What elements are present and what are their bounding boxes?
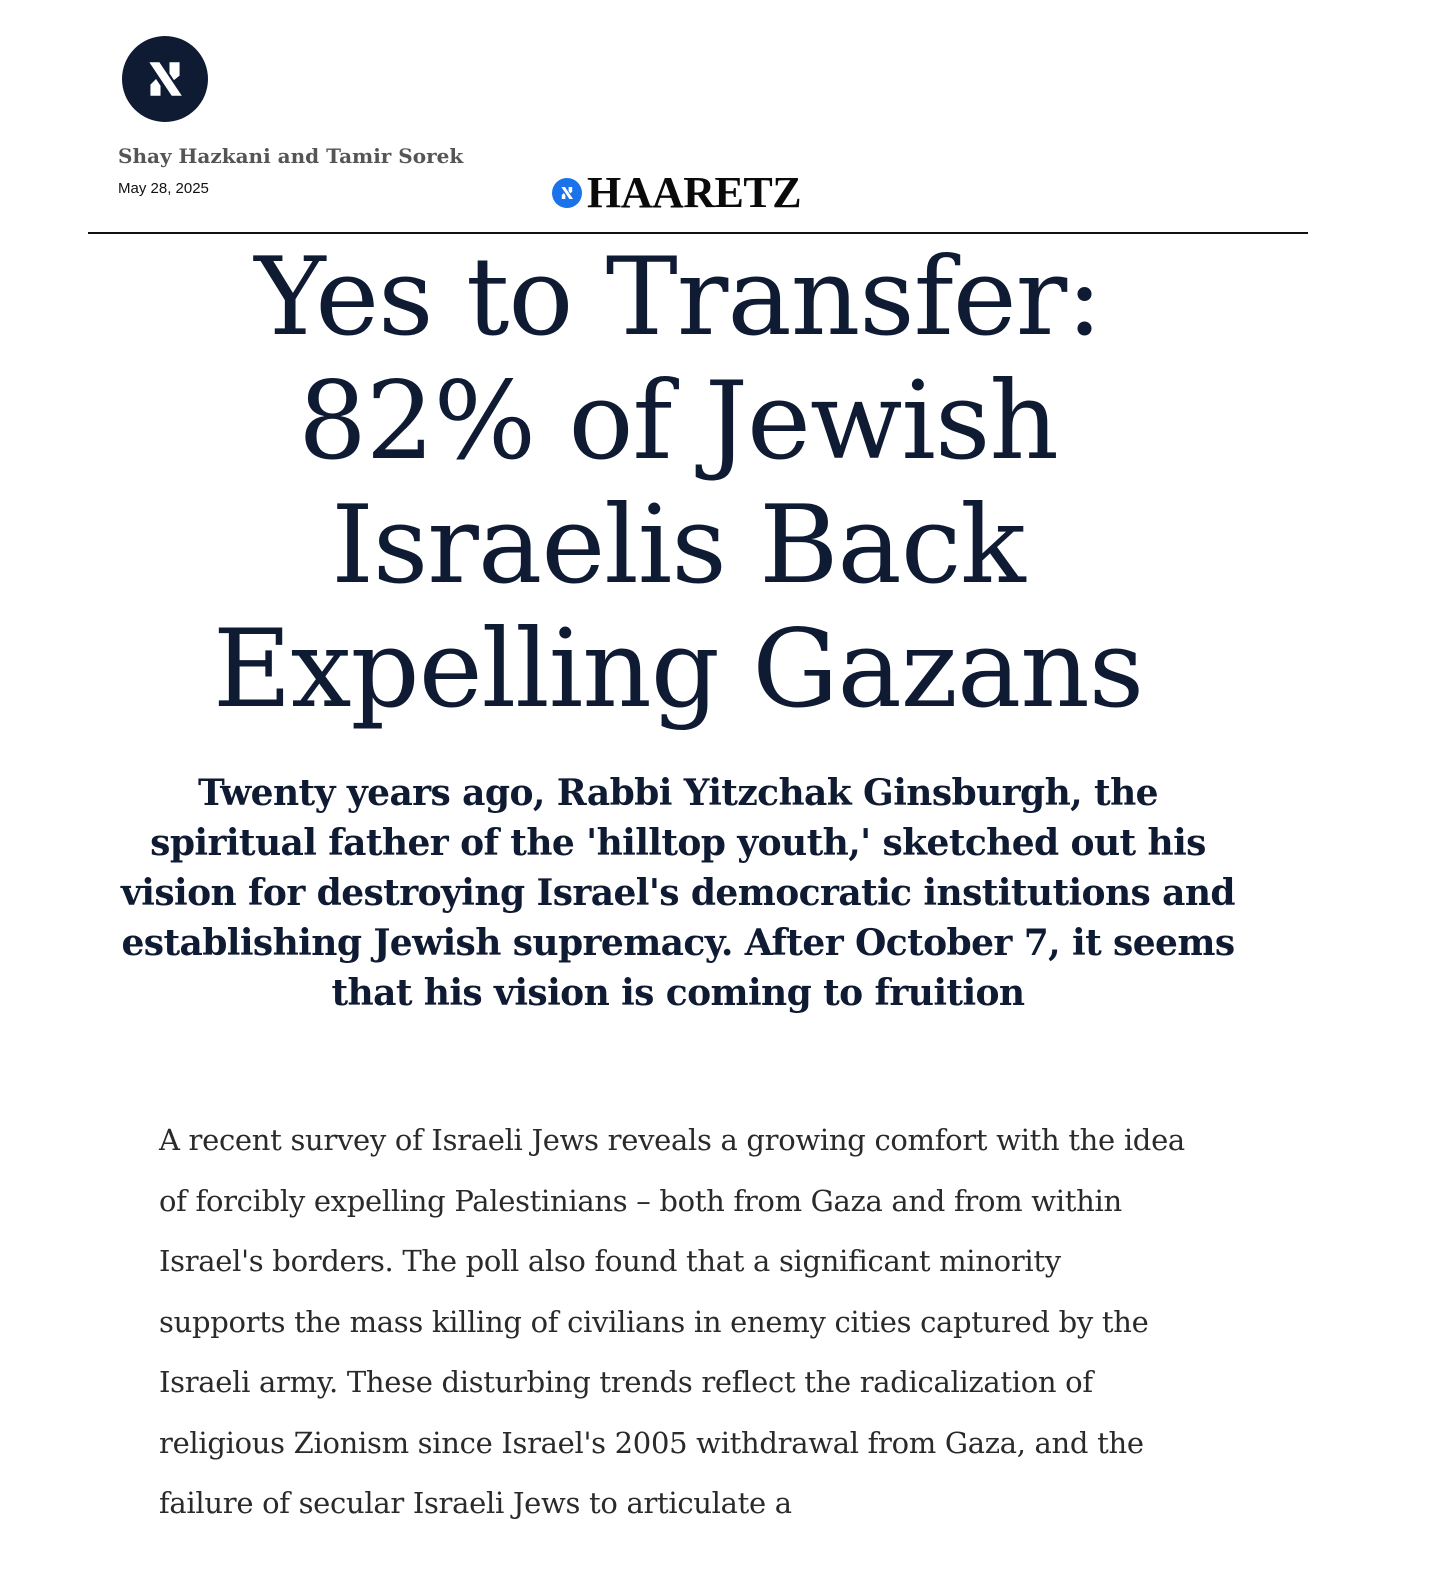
header-divider [88, 232, 1308, 234]
article-subheadline: Twenty years ago, Rabbi Yitzchak Ginsburgh, the spiritual father of the 'hilltop youth,' sketched out his vision for destroying Israel's democratic institutions and establishing Jewish supremacy. After October 7, it seems that his vision is coming to fruition [120, 772, 1236, 1014]
author-avatar [122, 36, 208, 122]
haaretz-logo-icon [137, 51, 193, 107]
brand-wordmark: HAARETZ [587, 168, 802, 217]
brand-logo[interactable] [552, 170, 801, 216]
haaretz-logo-icon [552, 178, 582, 208]
article-body: A recent survey of Israeli Jews reveals a growing comfort with the idea of forcibly expelling Palestinians – both from Gaza and from within Israel's borders. The poll also found that a significant minority supports the mass killing of civilians in enemy cities captured by the Israeli army. These disturbing trends reflect the radicalization of religious Zionism since Israel's 2005 withdrawal from Gaza, and the failure of secular Israeli Jews to articulate a [159, 1123, 1185, 1520]
author-name[interactable]: Shay Hazkani and Tamir Sorek [118, 144, 464, 168]
article-headline: Yes to Transfer: 82% of Jewish Israelis Back Expelling Gazans [212, 235, 1144, 732]
publish-date: May 28, 2025 [118, 180, 209, 197]
